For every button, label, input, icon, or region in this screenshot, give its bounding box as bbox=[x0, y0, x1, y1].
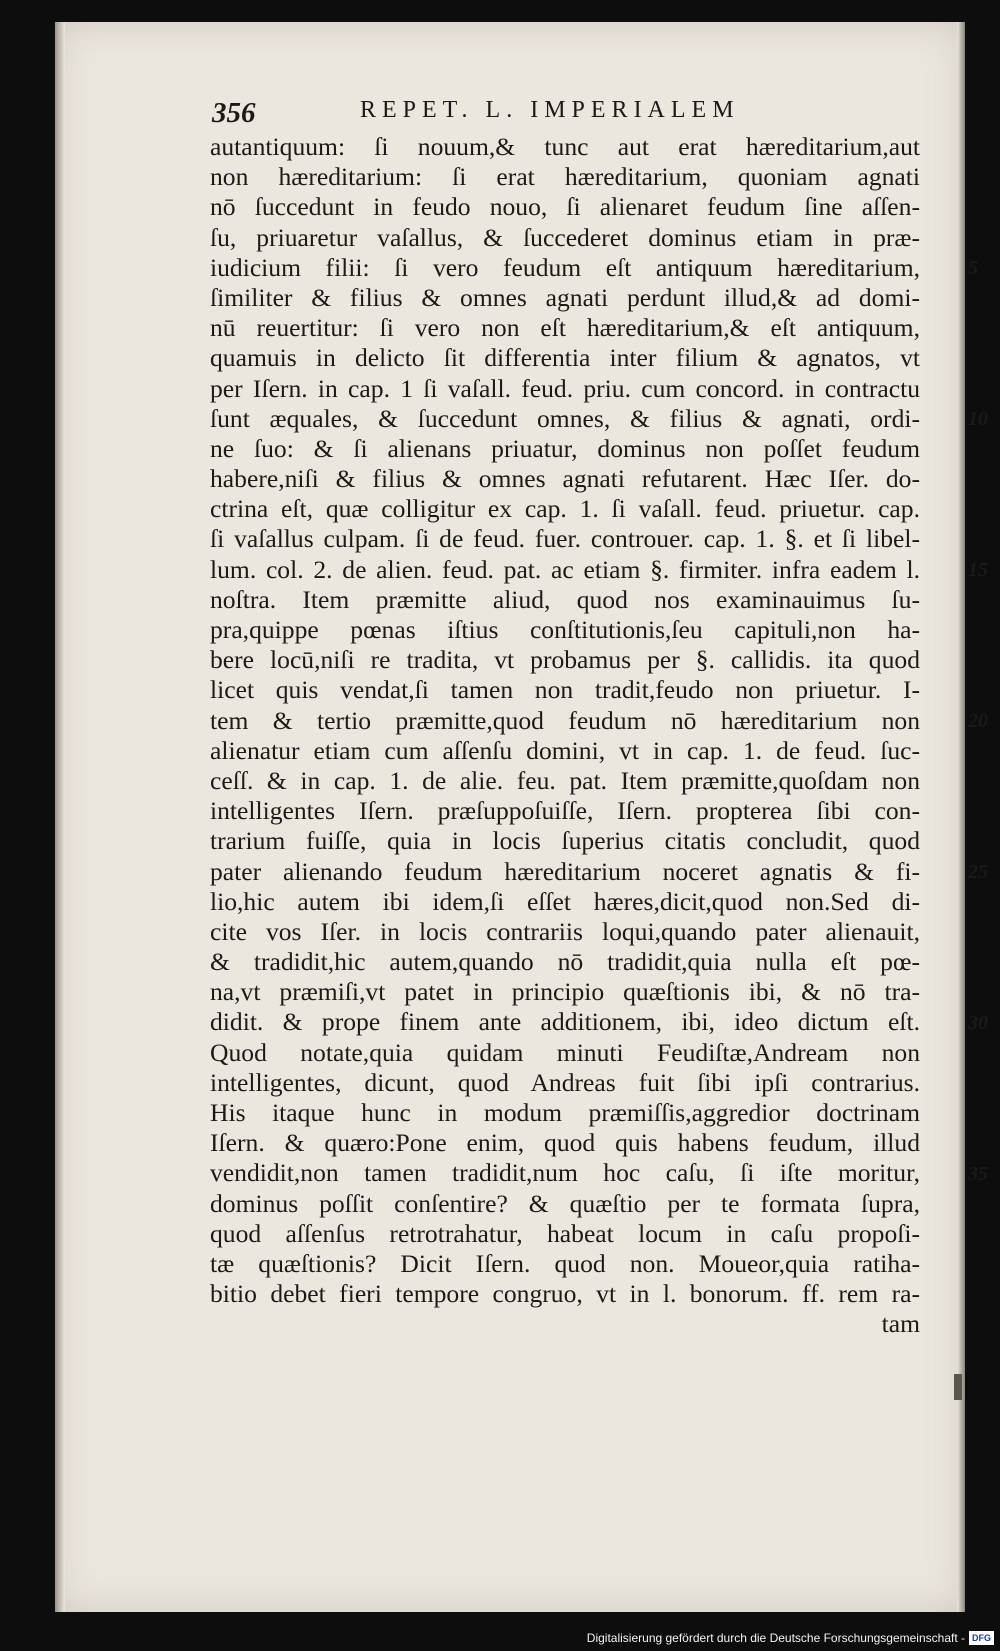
text-line: na,vt præmiſi,vt patet in principio quæſtionis ibi, & nō tra- bbox=[210, 977, 920, 1007]
text-line: trarium fuiſſe, quia in locis ſuperius citatis concludit, quod bbox=[210, 826, 920, 856]
text-line: quod aſſenſus retrotrahatur, habeat locum in caſu propoſi- bbox=[210, 1218, 920, 1248]
margin-number: 5 bbox=[968, 256, 978, 279]
text-line: non hæreditarium: ſi erat hæreditarium, quoniam agnati bbox=[210, 162, 920, 192]
text-line: lum. col. 2. de alien. feud. pat. ac etiam §. firmiter. infra eadem l. bbox=[210, 554, 920, 584]
text-line: & tradidit,hic autem,quando nō tradidit,quia nulla eſt pœ- bbox=[210, 947, 920, 977]
running-head bbox=[212, 97, 942, 131]
margin-number: 15 bbox=[968, 558, 988, 581]
text-line: licet quis vendat,ſi tamen non tradit,feudo non priuetur. I- bbox=[210, 675, 920, 705]
margin-number: 20 bbox=[968, 709, 988, 732]
text-line: iudicium filii: ſi vero feudum eſt antiquum hæreditarium, bbox=[210, 252, 920, 282]
margin-number: 35 bbox=[968, 1162, 988, 1185]
page-gutter-shadow bbox=[55, 22, 65, 1612]
text-line: Quod notate,quia quidam minuti Feudiſtæ,Andream non bbox=[210, 1037, 920, 1067]
text-line: per Iſern. in cap. 1 ſi vaſall. feud. priu. cum concord. in contractu bbox=[210, 373, 920, 403]
text-line: ctrina eſt, quæ colligitur ex cap. 1. ſi vaſall. feud. priuetur. cap. bbox=[210, 494, 920, 524]
credit-text: Digitalisierung gefördert durch die Deutsche Forschungsgemeinschaft - bbox=[586, 1631, 965, 1645]
text-line: ſunt æquales, & ſuccedunt omnes, & filius & agnati, ordi- bbox=[210, 403, 920, 433]
text-line: noſtra. Item præmitte aliud, quod nos examinauimus ſu- bbox=[210, 584, 920, 614]
margin-number: 25 bbox=[968, 860, 988, 883]
text-line: tæ quæſtionis? Dicit Iſern. quod non. Moueor,quia ratiha- bbox=[210, 1248, 920, 1278]
text-line: cite vos Iſer. in locis contrariis loqui,quando pater alienauit, bbox=[210, 916, 920, 946]
margin-line-numbers bbox=[968, 0, 998, 1651]
text-line: bitio debet fieri tempore congruo, vt in l. bonorum. ff. rem ra- bbox=[210, 1279, 920, 1309]
margin-number: 30 bbox=[968, 1011, 988, 1034]
text-line: alienatur etiam cum aſſenſu domini, vt in cap. 1. de feud. ſuc- bbox=[210, 735, 920, 765]
text-line: His itaque hunc in modum præmiſſis,aggredior doctrinam bbox=[210, 1098, 920, 1127]
text-line: ſi vaſallus culpam. ſi de feud. fuer. controuer. cap. 1. §. et ſi libel- bbox=[210, 524, 920, 554]
text-line: intelligentes, dicunt, quod Andreas fuit ſibi ipſi contrarius. bbox=[210, 1067, 920, 1097]
digitization-credit bbox=[587, 1628, 994, 1648]
text-line: ſu, priuaretur vaſallus, & ſuccederet dominus etiam in præ- bbox=[210, 222, 920, 252]
text-line: tem & tertio præmitte,quod feudum nō hæreditarium non bbox=[210, 705, 920, 735]
text-line: vendidit,non tamen tradidit,num hoc caſu, ſi iſte moritur, bbox=[210, 1158, 920, 1188]
text-line: bere locū,niſi re tradita, vt probamus per §. callidis. ita quod bbox=[210, 645, 920, 675]
text-line: quamuis in delicto ſit differentia inter filium & agnatos, vt bbox=[210, 343, 920, 373]
text-line: intelligentes Iſern. præſuppoſuiſſe, Iſern. propterea ſibi con- bbox=[210, 796, 920, 826]
dfg-logo: DFG bbox=[969, 1631, 994, 1645]
text-line: tam bbox=[881, 1309, 920, 1339]
margin-number: 10 bbox=[968, 407, 988, 430]
text-line: didit. & prope finem ante additionem, ibi, ideo dictum eſt. bbox=[210, 1007, 920, 1037]
text-line: lio,hic autem ibi idem,ſi eſſet hæres,dicit,quod non.Sed di- bbox=[210, 886, 920, 916]
text-line: pra,quippe pœnas iſtius conſtitutionis,ſeu capituli,non ha- bbox=[210, 615, 920, 644]
text-line: pater alienando feudum hæreditarium noceret agnatis & fi- bbox=[210, 856, 920, 886]
text-line: dominus poſſit conſentire? & quæſtio per te formata ſupra, bbox=[210, 1188, 920, 1218]
text-line: habere,niſi & filius & omnes agnati refutarent. Hæc Iſer. do- bbox=[210, 464, 920, 494]
page-number: 356 bbox=[212, 97, 256, 129]
text-line: nū reuertitur: ſi vero non eſt hæreditarium,& eſt antiquum, bbox=[210, 313, 920, 343]
text-line: ne ſuo: & ſi alienans priuatur, dominus non poſſet feudum bbox=[210, 433, 920, 463]
text-line: nō ſuccedunt in feudo nouo, ſi alienaret feudum ſine aſſen- bbox=[210, 192, 920, 222]
text-line: ſimiliter & filius & omnes agnati perdunt illud,& ad domi- bbox=[210, 282, 920, 312]
text-line: ceſſ. & in cap. 1. de alie. feu. pat. Item præmitte,quoſdam non bbox=[210, 765, 920, 795]
text-line: Iſern. & quæro:Pone enim, quod quis habens feudum, illud bbox=[210, 1128, 920, 1158]
text-line: autantiquum: ſi nouum,& tunc aut erat hæreditarium,aut bbox=[210, 132, 920, 161]
running-title: REPET. L. IMPERIALEM bbox=[360, 97, 740, 123]
page-edge-mark bbox=[954, 1374, 962, 1400]
body-text bbox=[210, 132, 920, 1340]
